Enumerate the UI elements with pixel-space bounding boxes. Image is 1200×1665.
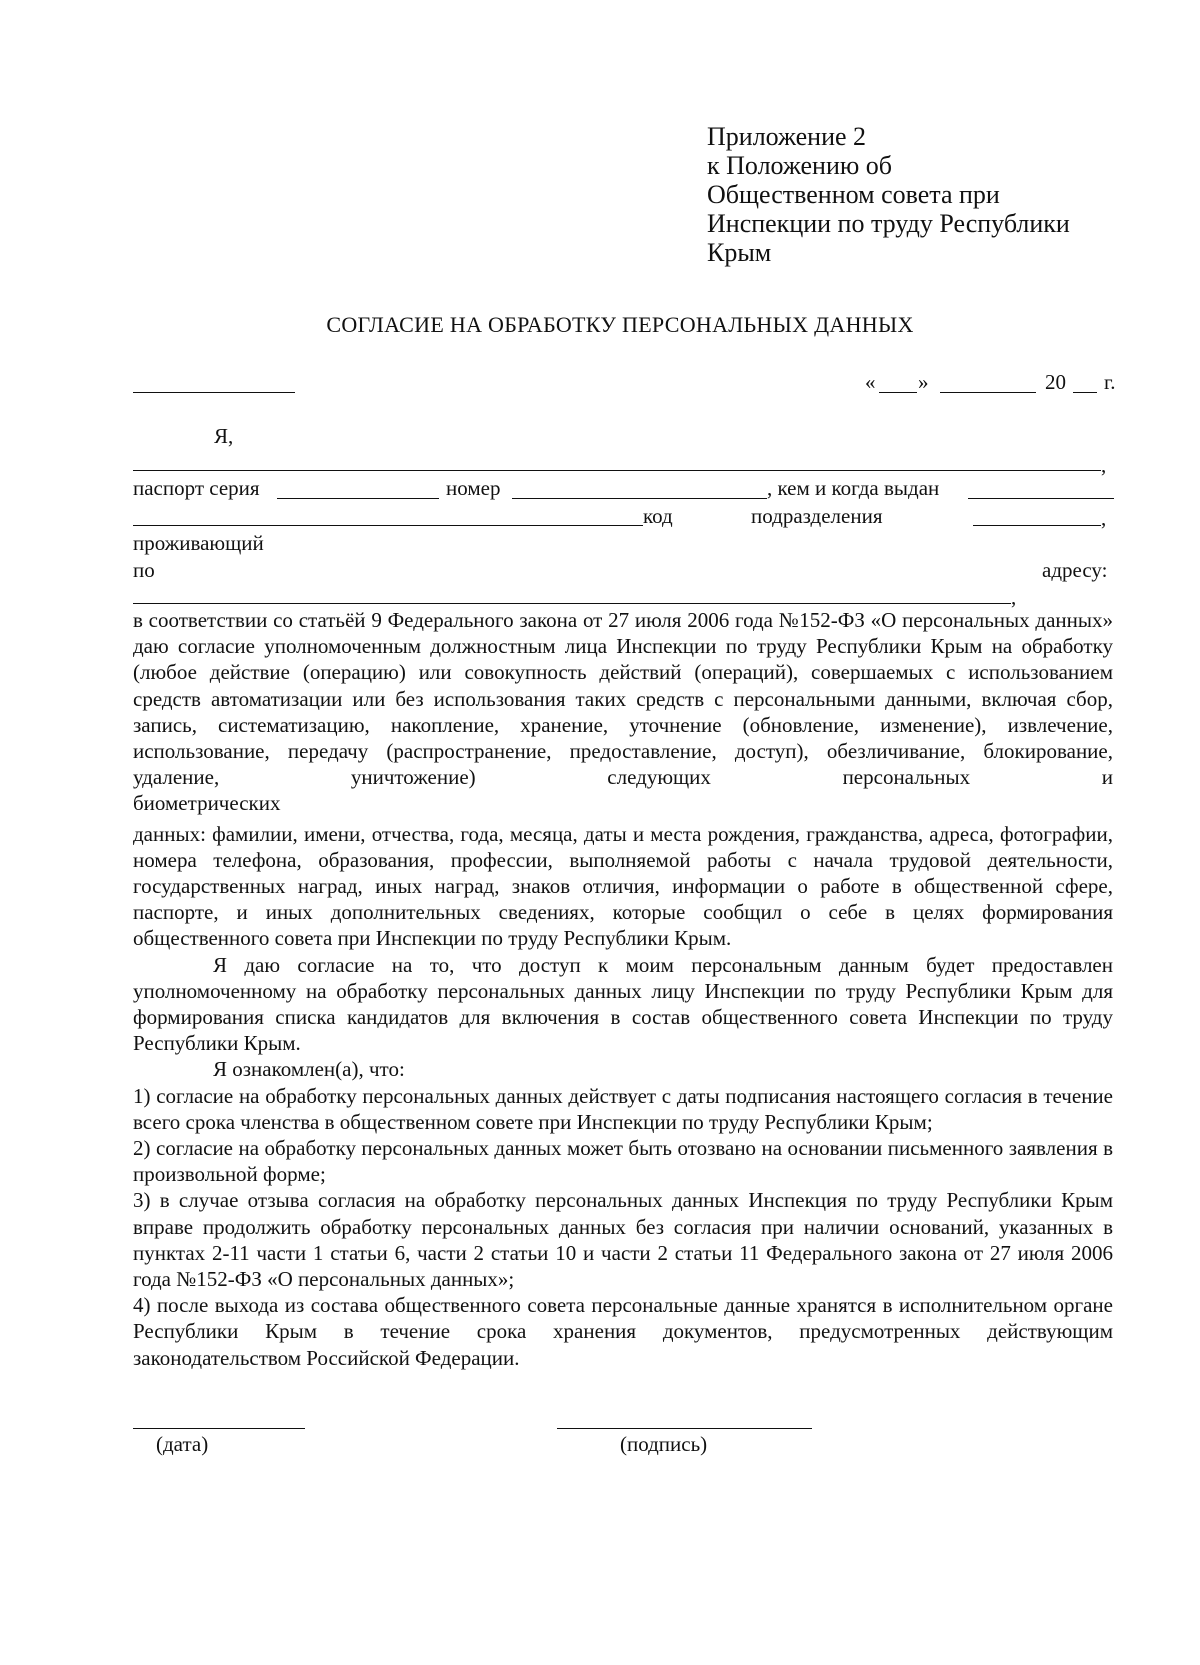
date-signature-blank[interactable] <box>133 1428 305 1429</box>
acknowledged-item-3: 3) в случае отзыва согласия на обработку персональных данных Инспекция по труду Республики Крым вправе продолжить обработку персональных данных без согласия при наличии оснований, указанных в пунктах 2-11 части 1 статьи 6, части 2 статьи 10 и части 2 статьи 11 Федерального закона от 27 июля 2006 года №152-ФЗ «О персональных данных»; <box>133 1188 1113 1292</box>
living-label: проживающий <box>133 531 264 555</box>
date-open-quote: « <box>865 370 876 394</box>
month-blank[interactable] <box>940 392 1036 393</box>
appendix-header <box>707 122 1147 267</box>
address-blank[interactable] <box>133 603 1011 604</box>
address-label: адресу: <box>1042 558 1108 582</box>
signature-caption: (подпись) <box>620 1432 708 1456</box>
issued-continuation-blank[interactable] <box>133 525 643 526</box>
appendix-line-1: Приложение 2 <box>707 122 867 151</box>
code-label: код <box>643 504 673 528</box>
address-comma: , <box>1011 585 1017 609</box>
access-paragraph: Я даю согласие на то, что доступ к моим персональным данным будет предоставлен уполномоченному на обработку персональных данных лицу Инспекции по труду Республики Крым для формирования списка кандидатов для включения в состав общественного совета Инспекции по труду Республики Крым. <box>133 952 1113 1056</box>
appendix-line-4: Инспекции по труду Республики <box>707 209 1070 238</box>
year-prefix: 20 <box>1045 370 1066 394</box>
acknowledged-intro: Я ознакомлен(а), что: <box>213 1057 405 1082</box>
department-code-blank[interactable] <box>973 525 1101 526</box>
passport-number-label: номер <box>446 476 501 500</box>
consent-paragraph-1-end: биометрических <box>133 791 281 816</box>
ya-label: Я, <box>214 424 234 448</box>
year-suffix: г. <box>1104 370 1116 394</box>
full-name-comma: , <box>1101 453 1107 477</box>
consent-paragraph-1: в соответствии со статьёй 9 Федерального закона от 27 июля 2006 года №152-ФЗ «О персональных данных» даю согласие уполномоченным должностным лица Инспекции по труду Республики Крым на обработку (любое действие (операцию) или совокупность действий (операций), совершаемых с использованием средств автоматизации или без использования таких средств с персональными данными, включая сбор, запись, систематизацию, накопление, хранение, уточнение (обновление, изменение), извлечение, использование, передачу (распространение, предоставление, доступ), обезличивание, блокирование, удаление, уничтожение) следующих персональных и <box>133 608 1113 790</box>
date-close-quote: » <box>918 370 929 394</box>
department-label: подразделения <box>751 504 883 528</box>
year-blank[interactable] <box>1073 392 1097 393</box>
signature-blank[interactable] <box>557 1428 812 1429</box>
date-caption: (дата) <box>156 1432 209 1456</box>
acknowledged-item-4: 4) после выхода из состава общественного совета персональные данные хранятся в исполнительном органе Республики Крым в течение срока хранения документов, предусмотренных действующим законодательством Российской Федерации. <box>133 1293 1113 1370</box>
passport-number-blank[interactable] <box>512 498 767 499</box>
appendix-line-5: Крым <box>707 238 772 267</box>
appendix-line-3: Общественном совета при <box>707 180 1000 209</box>
passport-series-label: паспорт серия <box>133 476 260 500</box>
passport-series-blank[interactable] <box>277 498 439 499</box>
place-blank[interactable] <box>133 392 295 393</box>
data-list-paragraph: данных: фамилии, имени, отчества, года, месяца, даты и места рождения, гражданства, адреса, фотографии, номера телефона, образования, профессии, выполняемой работы с начала трудовой деятельности, государственных наград, иных наград, знаков отличия, информации о работе в общественной сфере, паспорте, и иных дополнительных сведениях, которые сообщил о себе в целях формирования общественного совета при Инспекции по труду Республики Крым. <box>133 821 1113 951</box>
appendix-line-2: к Положению об <box>707 151 893 180</box>
po-label: по <box>133 558 155 582</box>
issued-by-label: , кем и когда выдан <box>767 476 940 500</box>
acknowledged-item-2: 2) согласие на обработку персональных данных может быть отозвано на основании письменного заявления в произвольной форме; <box>133 1136 1113 1187</box>
acknowledged-item-1: 1) согласие на обработку персональных данных действует с даты подписания настоящего согласия в течение всего срока членства в общественном совете при Инспекции по труду Республики Крым; <box>133 1083 1113 1134</box>
issued-by-blank[interactable] <box>968 498 1114 499</box>
consent-body <box>133 607 1113 1371</box>
day-blank[interactable] <box>879 392 917 393</box>
department-comma: , <box>1101 506 1107 530</box>
full-name-blank[interactable] <box>133 470 1101 471</box>
document-title: СОГЛАСИЕ НА ОБРАБОТКУ ПЕРСОНАЛЬНЫХ ДАННЫХ <box>326 312 914 337</box>
